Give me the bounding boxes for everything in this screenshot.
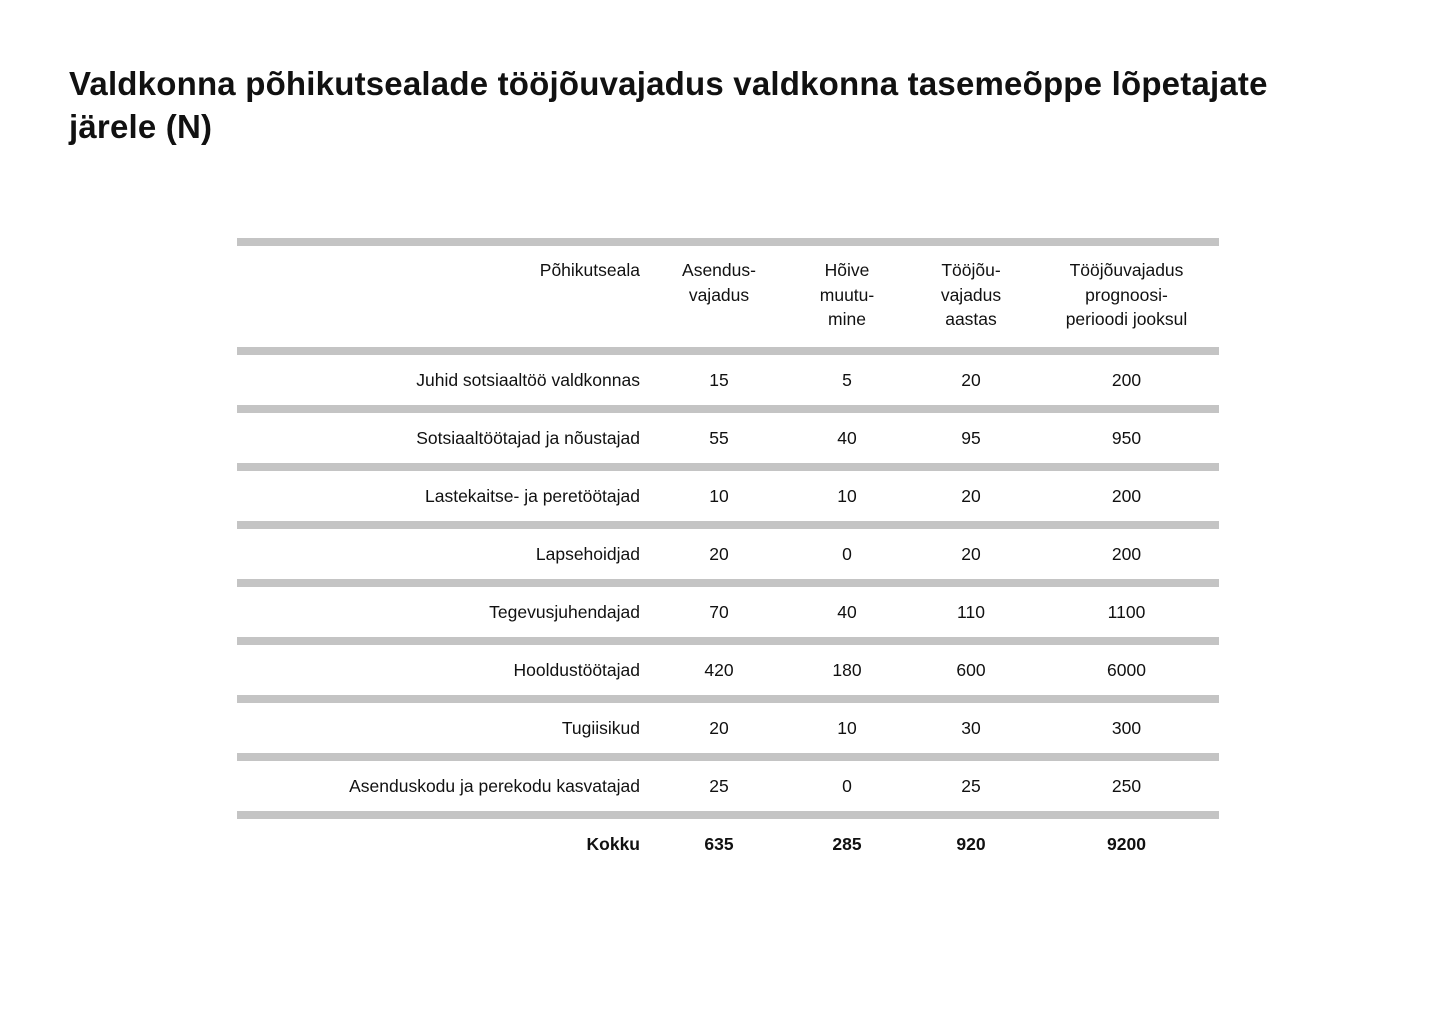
cell-period: 300: [1111, 718, 1142, 738]
cell-occupation: Tugiisikud: [561, 718, 640, 738]
table-row: [237, 525, 1219, 583]
cell-employment-change: 40: [837, 602, 857, 622]
cell-employment-change: 0: [842, 776, 852, 796]
cell-period: 1100: [1107, 602, 1146, 622]
header-period-line: perioodi jooksul: [1065, 309, 1188, 329]
cell-period: 6000: [1107, 660, 1146, 680]
cell-employment-change: 10: [837, 718, 857, 738]
table-row: [237, 351, 1219, 409]
cell-employment-change: 0: [842, 544, 852, 564]
cell-replacement: 20: [709, 544, 729, 564]
total-annual: 920: [956, 834, 986, 854]
cell-replacement: 25: [709, 776, 729, 796]
total-replacement: 635: [704, 834, 734, 854]
header-annual-line: aastas: [945, 309, 997, 329]
cell-occupation: Juhid sotsiaaltöö valdkonnas: [416, 370, 640, 390]
header-occupation: [237, 242, 652, 351]
table-row: [237, 583, 1219, 641]
cell-annual: 95: [961, 428, 981, 448]
header-employment-line: Hõive: [824, 260, 870, 280]
cell-replacement: 420: [704, 660, 734, 680]
header-annual-line: vajadus: [940, 284, 1002, 305]
cell-period: 250: [1111, 776, 1142, 796]
header-period-line: prognoosi-: [1085, 284, 1168, 305]
table-row: [237, 409, 1219, 467]
cell-occupation: Sotsiaaltöötajad ja nõustajad: [416, 428, 640, 448]
cell-employment-change: 180: [832, 660, 862, 680]
cell-occupation: Lapsehoidjad: [535, 544, 640, 564]
header-replacement-need: [652, 242, 786, 351]
cell-employment-change: 40: [837, 428, 857, 448]
workforce-table-container: [237, 238, 1219, 869]
cell-replacement: 15: [709, 370, 729, 390]
header-replacement-line: Asendus-: [682, 260, 756, 280]
workforce-table: [237, 238, 1219, 869]
table-row: [237, 699, 1219, 757]
cell-replacement: 20: [709, 718, 729, 738]
cell-replacement: 70: [709, 602, 729, 622]
cell-occupation: Lastekaitse- ja peretöötajad: [425, 486, 640, 506]
cell-annual: 110: [957, 602, 985, 622]
cell-replacement: 55: [709, 428, 729, 448]
total-period: 9200: [1107, 834, 1146, 854]
header-period-need: [1034, 242, 1219, 351]
cell-annual: 20: [961, 370, 981, 390]
table-row: [237, 757, 1219, 815]
table-row: [237, 641, 1219, 699]
cell-occupation: Asenduskodu ja perekodu kasvatajad: [349, 776, 640, 796]
table-row: [237, 467, 1219, 525]
cell-employment-change: 5: [842, 370, 852, 390]
cell-period: 200: [1111, 370, 1142, 390]
table-header-row: [237, 242, 1219, 351]
cell-period: 950: [1111, 428, 1142, 448]
cell-annual: 30: [961, 718, 981, 738]
cell-period: 200: [1111, 486, 1142, 506]
header-employment-change: [786, 242, 908, 351]
cell-annual: 600: [956, 660, 986, 680]
cell-annual: 20: [961, 544, 981, 564]
total-employment-change: 285: [832, 834, 862, 854]
cell-occupation: Tegevusjuhendajad: [489, 602, 640, 622]
header-replacement-line: vajadus: [688, 284, 750, 305]
cell-period: 200: [1111, 544, 1142, 564]
header-employment-line: mine: [828, 309, 866, 329]
cell-occupation: Hooldustöötajad: [513, 660, 640, 680]
cell-annual: 20: [961, 486, 981, 506]
page-title: Valdkonna põhikutsealade tööjõuvajadus valdkonna tasemeõppe lõpetajate järele (N): [69, 65, 1268, 145]
header-annual-need: [908, 242, 1034, 351]
header-annual-line: Tööjõu-: [941, 260, 1001, 280]
total-row: [237, 815, 1219, 869]
header-occupation-label: Põhikutseala: [539, 260, 640, 280]
cell-replacement: 10: [709, 486, 729, 506]
total-label: Kokku: [586, 834, 640, 854]
cell-employment-change: 10: [837, 486, 857, 506]
cell-annual: 25: [961, 776, 981, 796]
header-employment-line: muutu-: [819, 284, 875, 305]
header-period-line: Tööjõuvajadus: [1069, 260, 1184, 280]
